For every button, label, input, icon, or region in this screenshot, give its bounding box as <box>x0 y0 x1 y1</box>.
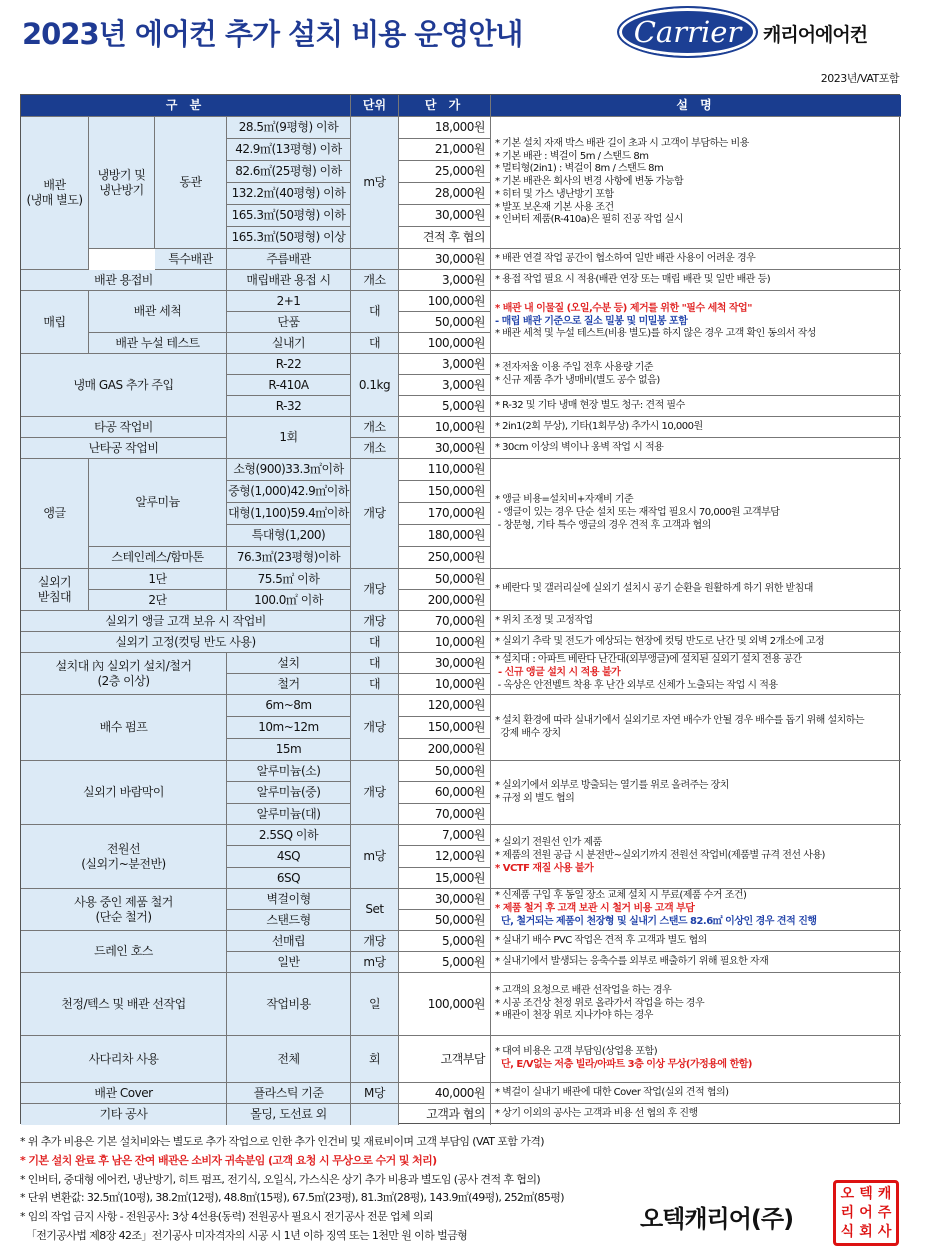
footnote-line: * 기본 설치 완료 후 남은 잔여 배관은 소비자 귀속분임 (고객 요청 시 무상으로 수거 및 처리) <box>20 1153 437 1167</box>
label-cell: 알루미늄 <box>89 459 227 547</box>
label-cell: m당 <box>351 825 399 889</box>
price-cell: 100,000원 <box>399 973 491 1036</box>
label-cell: 75.5㎡ 이하 <box>227 569 351 590</box>
label-cell: 165.3㎡(50평형) 이상 <box>227 227 351 249</box>
description-line: * 앵글 비용=설치비+자재비 기준 <box>495 494 634 506</box>
description-line: * 위치 조정 및 고정작업 <box>495 614 593 626</box>
price-cell: 110,000원 <box>399 459 491 481</box>
label-cell: 28.5㎡(9평형) 이하 <box>227 117 351 139</box>
seal-char: 캐 <box>877 1186 892 1203</box>
description-line: - 신규 앵글 설치 시 적용 불가 <box>495 667 621 679</box>
label-cell: 알루미늄(대) <box>227 804 351 825</box>
label-cell: 6SQ <box>227 868 351 889</box>
price-cell: 170,000원 <box>399 503 491 525</box>
label-cell: 대 <box>351 674 399 695</box>
label-cell: M당 <box>351 1083 399 1104</box>
label-cell: 알루미늄(소) <box>227 761 351 782</box>
price-cell: 100,000원 <box>399 333 491 354</box>
description-cell <box>491 611 901 632</box>
description-cell <box>491 569 901 611</box>
footnote-line: * 단위 변환값: 32.5㎡(10평), 38.2㎡(12평), 48.8㎡(15평), 67.5㎡(23평), 81.3㎡(28평), 143.9㎡(49평), 252㎡(85평) <box>20 1191 564 1205</box>
description-line: - 창문형, 기타 특수 앵글의 경우 견적 후 고객과 협의 <box>495 519 711 531</box>
label-cell: 회 <box>351 1036 399 1083</box>
description-cell <box>491 695 901 761</box>
description-line: * VCTF 재질 사용 불가 <box>495 862 594 874</box>
price-cell: 30,000원 <box>399 438 491 459</box>
price-cell: 3,000원 <box>399 270 491 291</box>
label-cell: Set <box>351 889 399 931</box>
description-line: * 배관 세척 및 누설 테스트(비용 별도)를 하지 않은 경우 고객 확인 동의서 작성 <box>495 328 816 340</box>
price-cell: 50,000원 <box>399 761 491 782</box>
label-cell: 알루미늄(중) <box>227 782 351 804</box>
price-cell: 30,000원 <box>399 205 491 227</box>
brand-name: 캐리어에어컨 <box>763 24 868 46</box>
description-cell <box>491 270 901 291</box>
price-cell: 18,000원 <box>399 117 491 139</box>
description-cell <box>491 459 901 569</box>
label-cell: 단품 <box>227 312 351 333</box>
description-line: * 실내기에서 발생되는 응축수를 외부로 배출하기 위해 필요한 자재 <box>495 955 769 967</box>
price-cell: 28,000원 <box>399 183 491 205</box>
description-line: * 인버터 제품(R-410a)은 필히 진공 작업 실시 <box>495 214 683 226</box>
description-cell <box>491 417 901 438</box>
label-cell: 100.0㎡ 이하 <box>227 590 351 611</box>
label-cell: 132.2㎡(40평형) 이하 <box>227 183 351 205</box>
price-cell: 180,000원 <box>399 525 491 547</box>
description-line: - 매립 배관 기준으로 질소 밀봉 및 미밀봉 포함 <box>495 315 688 327</box>
label-cell: 배관 Cover <box>21 1083 227 1104</box>
label-cell: 2+1 <box>227 291 351 312</box>
description-line: * 배관이 천장 위로 지나가야 하는 경우 <box>495 1010 653 1022</box>
price-cell: 21,000원 <box>399 139 491 161</box>
label-cell: 개소 <box>351 270 399 291</box>
description-cell <box>491 952 901 973</box>
price-cell: 60,000원 <box>399 782 491 804</box>
price-cell: 70,000원 <box>399 804 491 825</box>
description-cell <box>491 396 901 417</box>
price-cell: 200,000원 <box>399 590 491 611</box>
description-cell <box>491 1036 901 1083</box>
label-cell: 냉방기 및 냉난방기 <box>89 117 155 249</box>
price-cell: 150,000원 <box>399 481 491 503</box>
footnote-line: * 위 추가 비용은 기본 설치비와는 별도로 추가 작업으로 인한 추가 인건비 및 재료비이며 고객 부담임 (VAT 포함 가격) <box>20 1135 544 1148</box>
description-line: * 발포 보온재 기본 사용 조건 <box>495 201 614 213</box>
price-cell: 12,000원 <box>399 846 491 868</box>
label-cell: 철거 <box>227 674 351 695</box>
label-cell: 앵글 <box>21 459 89 569</box>
header-price: 단 가 <box>399 95 491 117</box>
label-cell: 배관 (냉매 별도) <box>21 117 89 270</box>
description-cell <box>491 653 901 695</box>
description-line: * 용접 작업 필요 시 적용(배관 연장 또는 매립 배관 및 일반 배관 등) <box>495 273 771 285</box>
label-cell <box>351 249 399 270</box>
label-cell: 타공 작업비 <box>21 417 227 438</box>
description-cell <box>491 438 901 459</box>
label-cell: 작업비용 <box>227 973 351 1036</box>
footnote-line: * 임의 작업 금지 사항 - 전원공사: 3상 4선용(동력) 전원공사 필요시 전기공사 전문 업체 의뢰 <box>20 1210 433 1224</box>
label-cell: 배관 세척 <box>89 291 227 333</box>
label-cell: 기타 공사 <box>21 1104 227 1125</box>
description-cell <box>491 1083 901 1104</box>
label-cell: 소형(900)33.3㎡이하 <box>227 459 351 481</box>
description-line: 강제 배수 장치 <box>495 727 561 739</box>
label-cell: 전체 <box>227 1036 351 1083</box>
description-line: * 벽걸이 실내기 배관에 대한 Cover 작업(실외 견적 협의) <box>495 1086 729 1098</box>
description-line: * 실외기 전원선 인가 제품 <box>495 837 602 849</box>
price-cell: 10,000원 <box>399 674 491 695</box>
label-cell: 벽걸이형 <box>227 889 351 910</box>
label-cell: 42.9㎡(13평형) 이하 <box>227 139 351 161</box>
price-cell: 150,000원 <box>399 717 491 739</box>
price-cell: 5,000원 <box>399 952 491 973</box>
label-cell: 매립배관 용접 시 <box>227 270 351 291</box>
description-line: * 실외기 추락 및 전도가 예상되는 현장에 컷팅 반도로 난간 및 외벽 2개소에 고정 <box>495 635 825 647</box>
price-cell: 50,000원 <box>399 312 491 333</box>
description-line: * 전자저울 이용 주입 전후 사용량 기준 <box>495 361 653 373</box>
label-cell: 1회 <box>227 417 351 459</box>
carrier-logo <box>617 6 758 58</box>
company-signature: 오텍캐리어(주) <box>640 1205 794 1233</box>
description-line: * 히터 및 가스 냉난방기 포함 <box>495 188 614 200</box>
seal-char: 식 <box>840 1223 855 1240</box>
label-cell: 일 <box>351 973 399 1036</box>
price-cell: 250,000원 <box>399 547 491 569</box>
label-cell: 실외기 바람막이 <box>21 761 227 825</box>
label-cell: 개당 <box>351 611 399 632</box>
description-line: * 실외기에서 외부로 방출되는 열기를 위로 올려주는 장치 <box>495 779 729 791</box>
price-cell: 5,000원 <box>399 396 491 417</box>
label-cell: 설치대 內 실외기 설치/철거 (2층 이상) <box>21 653 227 695</box>
price-cell: 30,000원 <box>399 653 491 674</box>
label-cell: 배수 펌프 <box>21 695 227 761</box>
label-cell: 대 <box>351 291 399 333</box>
description-line: * 멀티형(2in1) : 벽걸이 8m / 스탠드 8m <box>495 163 664 175</box>
description-cell <box>491 825 901 889</box>
seal-char: 오 <box>840 1186 855 1203</box>
label-cell: 10m~12m <box>227 717 351 739</box>
label-cell: m당 <box>351 952 399 973</box>
label-cell: 76.3㎡(23평형)이하 <box>227 547 351 569</box>
price-cell: 30,000원 <box>399 249 491 270</box>
header-unit: 단위 <box>351 95 399 117</box>
label-cell: 대 <box>351 653 399 674</box>
label-cell: R-32 <box>227 396 351 417</box>
label-cell: 사용 중인 제품 철거 (단순 철거) <box>21 889 227 931</box>
label-cell: 실외기 고정(컷팅 반도 사용) <box>21 632 351 653</box>
description-line: * 상기 이외의 공사는 고객과 비용 선 협의 후 진행 <box>495 1108 698 1120</box>
price-cell: 200,000원 <box>399 739 491 761</box>
description-line: * 실내기 배수 PVC 작업은 견적 후 고객과 별도 협의 <box>495 934 707 946</box>
price-table <box>20 94 900 1124</box>
footnote-line: 「전기공사법 제8장 42조」전기공사 미자격자의 시공 시 1년 이하 징역 또는 1천만 원 이하 벌금형 <box>20 1228 468 1242</box>
page-title: 2023년 에어컨 추가 설치 비용 운영안내 <box>22 17 523 51</box>
seal-char: 텍 <box>859 1186 873 1203</box>
label-cell: 드레인 호스 <box>21 931 227 973</box>
label-cell: 전원선 (실외기~분전반) <box>21 825 227 889</box>
price-cell: 3,000원 <box>399 354 491 375</box>
description-cell <box>491 354 901 396</box>
label-cell: 개당 <box>351 761 399 825</box>
label-cell: 165.3㎡(50평형) 이하 <box>227 205 351 227</box>
label-cell: 선매립 <box>227 931 351 952</box>
footnotes <box>20 1133 640 1246</box>
description-cell <box>491 291 901 354</box>
description-line: * 기본 설치 자재 박스 배관 길이 초과 시 고객이 부담하는 비용 <box>495 137 749 149</box>
price-cell: 고객부담 <box>399 1036 491 1083</box>
description-line: * 대여 비용은 고객 부담임(상업용 포함) <box>495 1046 658 1058</box>
description-line: * 제품의 전원 공급 시 분전반~실외기까지 전원선 작업비(제품별 규격 전선 사용) <box>495 850 825 862</box>
label-cell: 0.1kg <box>351 354 399 417</box>
label-cell: 개당 <box>351 569 399 611</box>
price-cell: 40,000원 <box>399 1083 491 1104</box>
label-cell: 15m <box>227 739 351 761</box>
price-cell: 고객과 협의 <box>399 1104 491 1125</box>
label-cell: 동관 <box>155 117 227 249</box>
vat-note: 2023년/VAT포함 <box>820 72 899 85</box>
label-cell: 개소 <box>351 417 399 438</box>
label-cell <box>351 1104 399 1125</box>
price-cell: 70,000원 <box>399 611 491 632</box>
description-line: * 설치대 : 아파트 베란다 난간대(외부앵글)에 설치된 실외기 설치 전용 공간 <box>495 654 802 666</box>
company-seal <box>833 1180 899 1246</box>
label-cell: 개당 <box>351 459 399 569</box>
price-cell: 100,000원 <box>399 291 491 312</box>
label-cell: 실외기 앵글 고객 보유 시 작업비 <box>21 611 351 632</box>
description-cell <box>491 249 901 270</box>
label-cell: 설치 <box>227 653 351 674</box>
label-cell: 1단 <box>89 569 227 590</box>
label-cell: m당 <box>351 117 399 249</box>
label-cell: 6m~8m <box>227 695 351 717</box>
label-cell: 천정/텍스 및 배관 선작업 <box>21 973 227 1036</box>
label-cell: 실내기 <box>227 333 351 354</box>
header-category: 구 분 <box>21 95 351 117</box>
label-cell: 실외기 받침대 <box>21 569 89 611</box>
description-cell <box>491 117 901 249</box>
description-line: - 옥상은 안전벨트 착용 후 난간 외부로 신체가 노출되는 작업 시 적용 <box>495 679 778 691</box>
description-cell <box>491 632 901 653</box>
description-line: * 신제품 구입 후 동일 장소 교체 설치 시 무료(제품 수거 조건) <box>495 890 747 902</box>
logo-text: Carrier <box>633 15 742 49</box>
description-cell <box>491 973 901 1036</box>
description-line: * 설치 환경에 따라 실내기에서 실외기로 자연 배수가 안될 경우 배수를 돕기 위해 설치하는 <box>495 714 865 726</box>
description-line: 단, E/V없는 저층 빌라/아파트 3층 이상 무상(가정용에 한함) <box>495 1059 752 1070</box>
description-line: * 규정 외 별도 협의 <box>495 792 575 804</box>
label-cell: 개소 <box>351 438 399 459</box>
description-line: - 앵글이 있는 경우 단순 설치 또는 재작업 필요시 70,000원 고객부담 <box>495 507 780 519</box>
description-line: * 신규 제품 추가 냉매비(별도 공수 없음) <box>495 374 660 386</box>
description-line: * 고객의 요청으로 배관 선작업을 하는 경우 <box>495 984 672 996</box>
header-description: 설 명 <box>491 95 901 117</box>
seal-char: 어 <box>859 1204 873 1221</box>
label-cell: 스탠드형 <box>227 910 351 931</box>
label-cell: 스테인레스/함마톤 <box>89 547 227 569</box>
price-cell: 15,000원 <box>399 868 491 889</box>
price-cell: 25,000원 <box>399 161 491 183</box>
description-cell <box>491 1104 901 1125</box>
label-cell: 4SQ <box>227 846 351 868</box>
label-cell: 배관 누설 테스트 <box>89 333 227 354</box>
price-cell: 10,000원 <box>399 417 491 438</box>
label-cell: 매립 <box>21 291 89 354</box>
price-cell: 30,000원 <box>399 889 491 910</box>
label-cell: 2단 <box>89 590 227 611</box>
description-line: * 시공 조건상 천정 위로 올라가서 작업을 하는 경우 <box>495 997 705 1009</box>
seal-char: 리 <box>840 1204 855 1221</box>
price-cell: 7,000원 <box>399 825 491 846</box>
description-line: * 베란다 및 갤러리실에 실외기 설치시 공기 순환을 원활하게 하기 위한 받침대 <box>495 583 813 595</box>
label-cell: 몰딩, 도선료 외 <box>227 1104 351 1125</box>
description-line: * 제품 철거 후 고객 보관 시 철거 비용 고객 부담 <box>495 903 695 915</box>
label-cell: 배관 용접비 <box>21 270 227 291</box>
seal-char: 회 <box>859 1223 873 1240</box>
label-cell: 특수배관 <box>155 249 227 270</box>
label-cell: 2.5SQ 이하 <box>227 825 351 846</box>
label-cell: 중형(1,000)42.9㎡이하 <box>227 481 351 503</box>
seal-char: 주 <box>877 1204 892 1221</box>
label-cell: 대 <box>351 632 399 653</box>
label-cell: 일반 <box>227 952 351 973</box>
description-cell <box>491 931 901 952</box>
description-line: 단, 철거되는 제품이 천장형 및 실내기 스탠드 82.6㎡ 이상인 경우 견적 진행 <box>495 915 817 927</box>
label-cell: R-410A <box>227 375 351 396</box>
price-cell: 10,000원 <box>399 632 491 653</box>
description-line: * R-32 및 기타 냉매 현장 별도 청구: 견적 필수 <box>495 399 685 411</box>
seal-char: 사 <box>877 1223 892 1240</box>
price-cell: 3,000원 <box>399 375 491 396</box>
label-cell: R-22 <box>227 354 351 375</box>
label-cell: 플라스틱 기준 <box>227 1083 351 1104</box>
description-cell <box>491 889 901 931</box>
label-cell: 82.6㎡(25평형) 이하 <box>227 161 351 183</box>
label-cell: 특대형(1,200) <box>227 525 351 547</box>
description-line: * 기본 배관 : 벽걸이 5m / 스탠드 8m <box>495 150 649 162</box>
description-line: * 2in1(2회 무상), 기타(1회무상) 추가시 10,000원 <box>495 420 703 432</box>
footnote-line: * 인버터, 중대형 에어컨, 냉난방기, 히트 펌프, 전기식, 오일식, 가스식은 상기 추가 비용과 별도임 (공사 견적 후 협의) <box>20 1172 541 1186</box>
label-cell: 대 <box>351 333 399 354</box>
label-cell: 주름배관 <box>227 249 351 270</box>
price-cell: 5,000원 <box>399 931 491 952</box>
description-line: * 기본 배관은 회사의 변경 사항에 변동 가능함 <box>495 176 684 188</box>
label-cell: 개당 <box>351 931 399 952</box>
description-line: * 배관 연결 작업 공간이 협소하여 일반 배관 사용이 어려운 경우 <box>495 252 756 264</box>
label-cell: 개당 <box>351 695 399 761</box>
price-cell: 120,000원 <box>399 695 491 717</box>
price-cell: 50,000원 <box>399 910 491 931</box>
label-cell: 사다리차 사용 <box>21 1036 227 1083</box>
description-line: * 30cm 이상의 벽이나 옹벽 작업 시 적용 <box>495 441 664 453</box>
description-cell <box>491 761 901 825</box>
description-line: * 배관 내 이물질 (오일,수분 등) 제거를 위한 "필수 세척 작업" <box>495 302 752 314</box>
price-cell: 견적 후 협의 <box>399 227 491 249</box>
label-cell: 난타공 작업비 <box>21 438 227 459</box>
label-cell: 냉매 GAS 추가 주입 <box>21 354 227 417</box>
price-cell: 50,000원 <box>399 569 491 590</box>
label-cell: 대형(1,100)59.4㎡이하 <box>227 503 351 525</box>
